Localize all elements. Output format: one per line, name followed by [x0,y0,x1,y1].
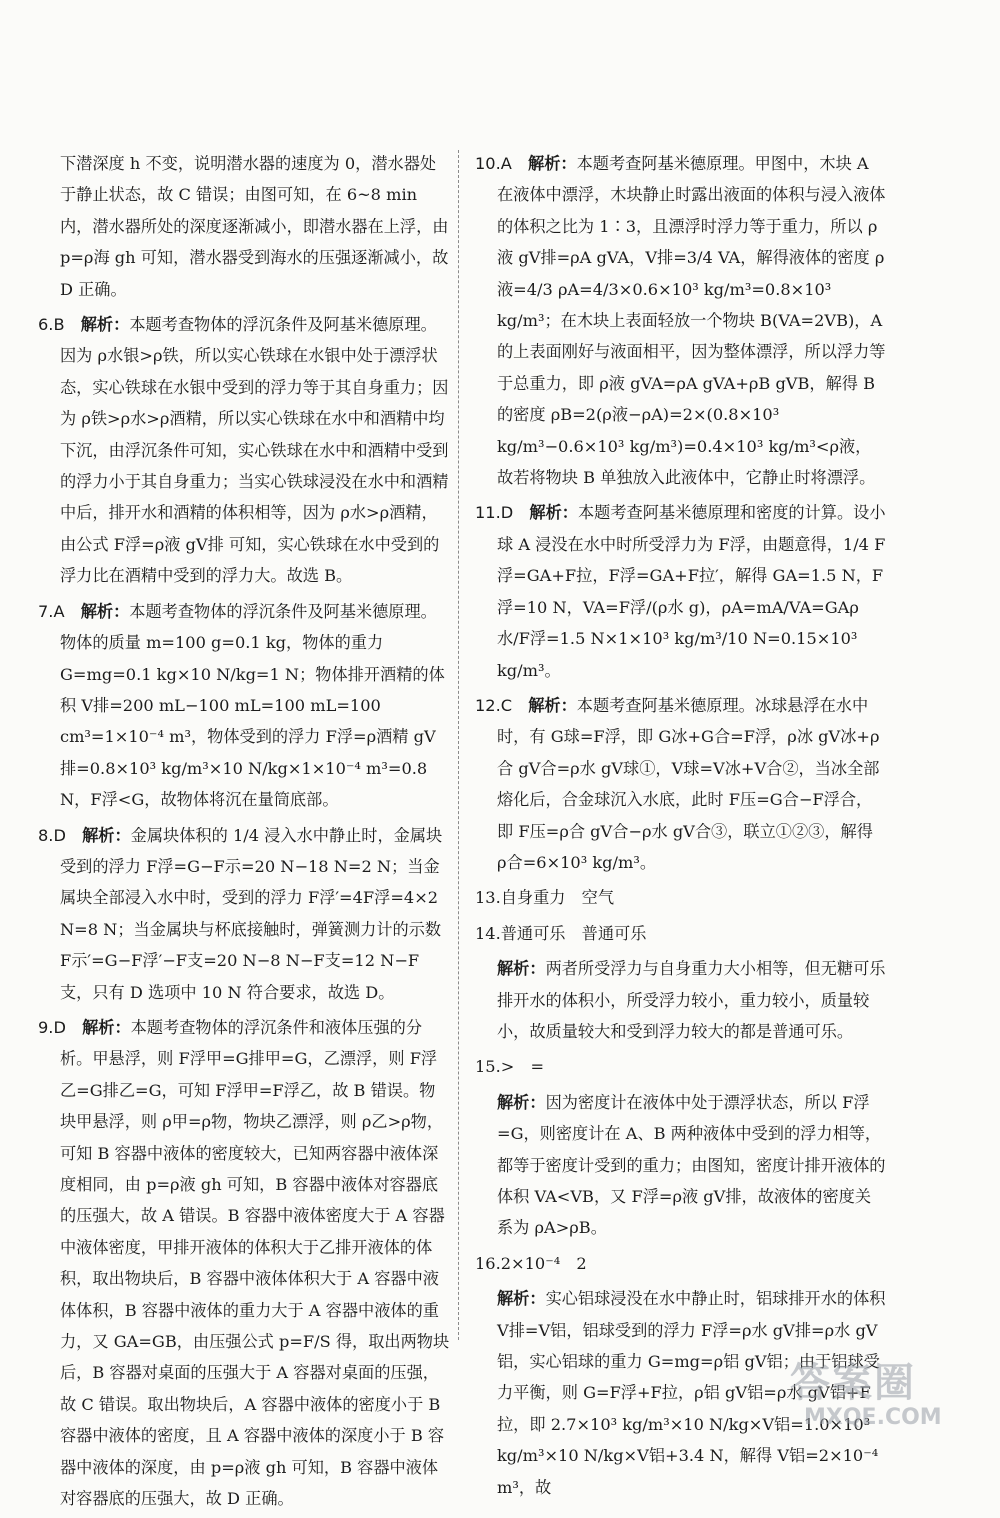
q16-text: 实心铝球浸没在水中静止时，铝球排开水的体积 V排=V铝，铝球受到的浮力 F浮=ρ水 gV排=ρ水 gV铝，实心铝球的重力 G=mg=ρ铝 gV铝；由于铝球受力平衡，则 G=F浮+F拉，ρ铝 gV铝=ρ水 gV铝+F拉，即 2.7×10³ kg/m³×10 N/kg×V铝=1.0×10³ kg/m³×10 N/kg×V铝+3.4 N，解得 V铝=2×10⁻⁴ m³，故 [497,1289,886,1497]
q8-label: 解析： [82,825,131,845]
q15-text: 因为密度计在液体中处于漂浮状态，所以 F浮=G，则密度计在 A、B 两种液体中受到的浮力相等，都等于密度计受到的重力；由图知，密度计排开液体的体积 VA<VB，又 F浮=ρ液 gV排，故液体的密度关系为 ρA>ρB。 [497,1092,886,1238]
q12-text: 本题考查阿基米德原理。冰球悬浮在水中时，有 G球=F浮，即 G冰+G合=F浮，ρ冰 gV冰+ρ合 gV合=ρ水 gV球①，V球=V冰+V合②，当冰全部熔化后，合金球沉入水底，此时 F压=G合−F浮合，即 F压=ρ合 gV合−ρ水 gV合③，联立①②③，解得 ρ合=6×10³ kg/m³。 [497,695,880,872]
q8-number: 8.D [38,825,66,845]
q15-answer: 15.> = [475,1057,545,1077]
q15-explanation [475,1087,887,1244]
q12-label: 解析： [528,695,577,715]
q9-number: 9.D [38,1017,66,1037]
q11-number: 11.D [475,503,514,523]
q13-answer: 13.自身重力 空气 [475,888,615,908]
q7-label: 解析： [80,601,130,621]
q11-label: 解析： [529,503,578,523]
q9-label: 解析： [82,1017,131,1037]
q6-number: 6.B [38,315,65,335]
q6-text: 本题考查物体的浮沉条件及阿基米德原理。因为 ρ水银>ρ铁，所以实心铁球在水银中处于漂浮状态，实心铁球在水银中受到的浮力等于其自身重力；因为 ρ铁>ρ水>ρ酒精，所以实心铁球在水中和酒精中均下沉，由浮沉条件可知，实心铁球在水中和酒精中受到的浮力小于其自身重力；当实心铁球浸没在水中和酒精中后，排开水和酒精的体积相等，因为 ρ水>ρ酒精，由公式 F浮=ρ液 gV排 可知，实心铁球在水中受到的浮力比在酒精中受到的浮力大。故选 B。 [60,315,449,586]
watermark-logo [790,1351,960,1441]
q11-text: 本题考查阿基米德原理和密度的计算。设小球 A 浸没在水中时所受浮力为 F浮，由题意得，1/4 F浮=GA+F拉，F浮=GA+F拉′，解得 GA=1.5 N，F浮=10 N，VA=F浮/(ρ水 g)，ρA=mA/VA=GAρ水/F浮=1.5 N×1×10³ kg/m³/10 N=0.15×10³ kg/m³。 [497,503,886,680]
q10-label: 解析： [528,154,577,173]
q9-text: 本题考查物体的浮沉条件和液体压强的分析。甲悬浮，则 F浮甲=G排甲=G，乙漂浮，则 F浮乙=G排乙=G，可知 F浮甲=F浮乙，故 B 错误。物块甲悬浮，则 ρ甲=ρ物，物块乙漂浮，则 ρ乙>ρ物，可知 B 容器中液体的密度较大，已知两容器中液体深度相同，由 p=ρ液 gh 可知，B 容器中液体对容器底的压强大，故 A 错误。B 容器中液体密度大于 A 容器中液体密度，甲排开液体的体积大于乙排开液体的体积，取出物块后，B 容器中液体体积大于 A 容器中液体体积，B 容器中液体的重力大于 A 容器中液体的重力，又 GA=GB，由压强公式 p=F/S 得，取出两物块后，B 容器对桌面的压强大于 A 容器对桌面的压强，故 C 错误。取出物块后，A 容器中液体的密度小于 B 容器中液体的密度，且 A 容器中液体的深度小于 B 容器中液体的深度，由 p=ρ液 gh 可知，B 容器中液体对容器底的压强大，故 D 正确。 [60,1017,450,1509]
left-column [38,148,450,1518]
q12-number: 12.C [475,695,513,715]
q9-answer [38,1012,450,1515]
q6-answer [38,309,450,592]
q8-answer [38,820,450,1008]
q5-continuation [38,148,450,305]
q15-label: 解析： [497,1092,546,1112]
q10-number: 10.A [475,154,512,173]
q6-label: 解析： [80,315,130,335]
q5-text: 下潜深度 h 不变，说明潜水器的速度为 0，潜水器处于静止状态，故 C 错误；由图可知，在 6~8 min 内，潜水器所处的深度逐渐减小，即潜水器在上浮，由 p=ρ海 gh 可知，潜水器受到海水的压强逐渐减小，故 D 正确。 [60,154,449,299]
q7-text: 本题考查物体的浮沉条件及阿基米德原理。物体的质量 m=100 g=0.1 kg，物体的重力 G=mg=0.1 kg×10 N/kg=1 N；物体排开酒精的体积 V排=200 mL−100 mL=100 mL=100 cm³=1×10⁻⁴ m³，物体受到的浮力 F浮=ρ酒精 gV排=0.8×10³ kg/m³×10 N/kg×1×10⁻⁴ m³=0.8 N，F浮<G，故物体将沉在量筒底部。 [60,601,445,810]
q12-answer [475,690,887,878]
column-divider [458,150,459,1340]
q11-answer [475,497,887,685]
q14-explanation [475,953,887,1047]
q16-answer: 16.2×10⁻⁴ 2 [475,1253,587,1273]
q10-answer [475,148,887,493]
q14-answer: 14.普通可乐 普通可乐 [475,923,647,943]
q16-label: 解析： [497,1289,546,1309]
watermark-url: MXQE.COM [804,1405,942,1430]
q7-number: 7.A [38,601,65,621]
right-column [475,148,887,1507]
watermark-title: 答案圈 [790,1360,916,1406]
q14-label: 解析： [497,959,546,979]
q10-text: 本题考查阿基米德原理。甲图中，木块 A 在液体中漂浮，木块静止时露出液面的体积与浸入液体的体积之比为 1∶3，且漂浮时浮力等于重力，所以 ρ液 gV排=ρA gVA，V排=3/4 VA，解得液体的密度 ρ液=4/3 ρA=4/3×0.6×10³ kg/m³=0.8×10³ kg/m³；在木块上表面轻放一个物块 B(VA=2VB)，A 的上表面刚好与液面相平，因为整体漂浮，所以浮力等于总重力，即 ρ液 gVA=ρA gVA+ρB gVB，解得 B 的密度 ρB=2(ρ液−ρA)=2×(0.8×10³ kg/m³−0.6×10³ kg/m³)=0.4×10³ kg/m³<ρ液，故若将物块 B 单独放入此液体中，它静止时将漂浮。 [497,154,886,488]
q14-text: 两者所受浮力与自身重力大小相等，但无糖可乐排开水的体积小，所受浮力较小，重力较小，质量较小，故质量较大和受到浮力较大的都是普通可乐。 [497,959,886,1041]
q7-answer [38,596,450,816]
q8-text: 金属块体积的 1/4 浸入水中静止时，金属块受到的浮力 F浮=G−F示=20 N−18 N=2 N；当金属块全部浸入水中时，受到的浮力 F浮′=4F浮=4×2 N=8 N；当金属块与杯底接触时，弹簧测力计的示数 F示′=G−F浮′−F支=20 N−8 N−F支=12 N−F支，只有 D 选项中 10 N 符合要求，故选 D。 [60,825,443,1002]
